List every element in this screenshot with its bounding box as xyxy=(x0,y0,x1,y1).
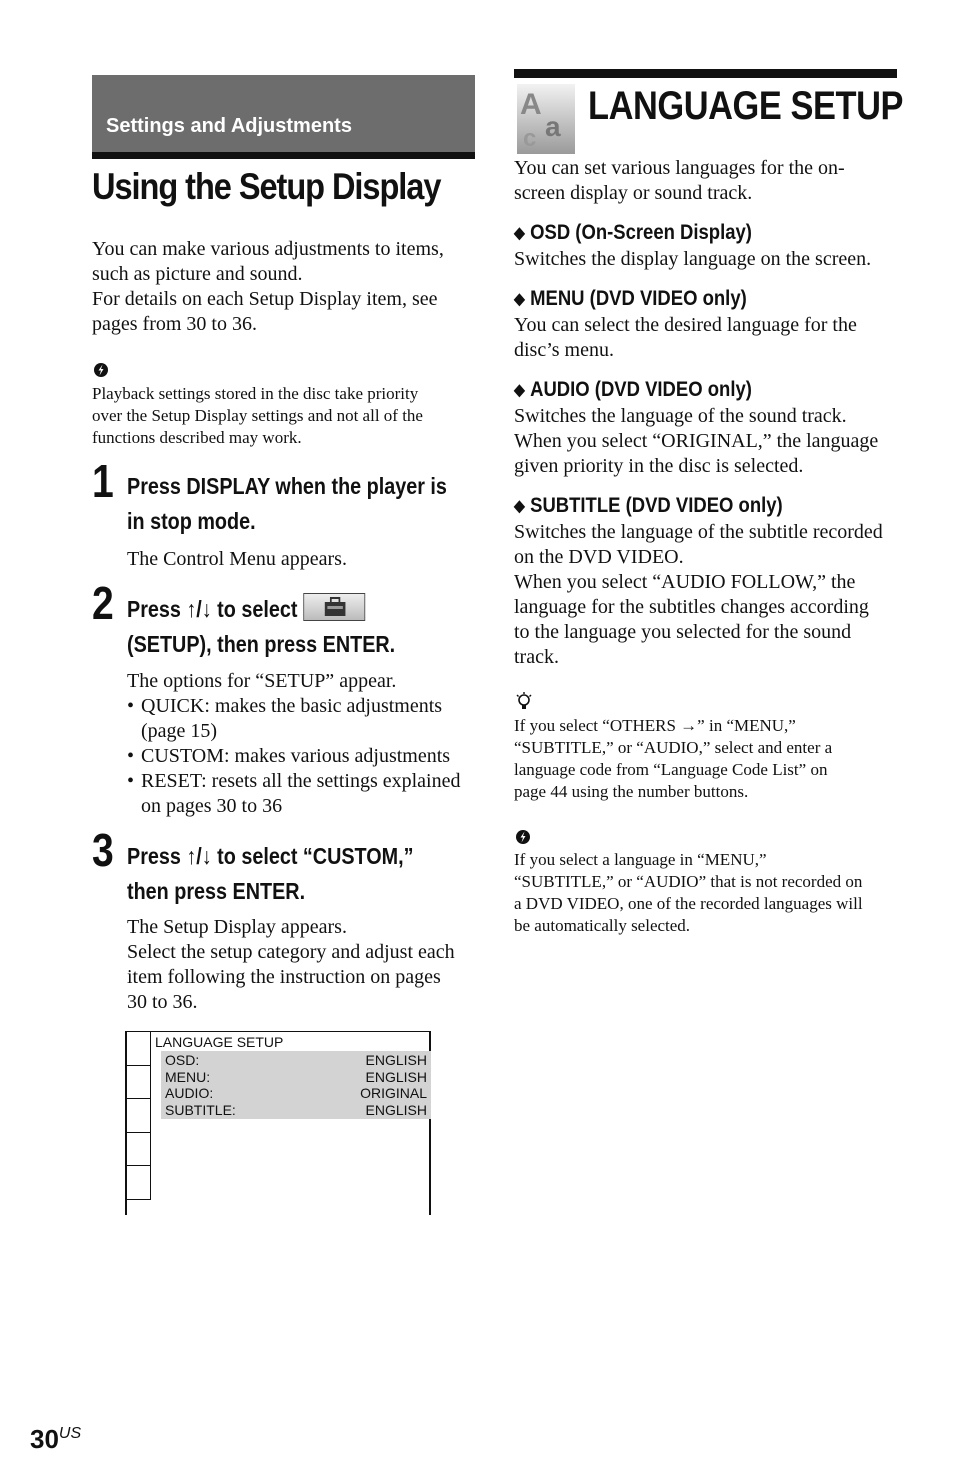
item-heading-menu: ◆ MENU (DVD VIDEO only) xyxy=(514,286,747,313)
section-label: Settings and Adjustments xyxy=(106,115,352,137)
step-3-heading: Press ↑/↓ to select “CUSTOM,” then press ENTER. xyxy=(127,843,414,904)
item-body-audio: Switches the language of the sound track. When you select “ORIGINAL,” the language given priority in the disc is selected. xyxy=(514,405,879,477)
tip-lightbulb-icon xyxy=(515,692,533,712)
language-setup-rule xyxy=(514,69,897,78)
note-icon xyxy=(515,829,531,845)
diamond-bullet-icon: ◆ xyxy=(514,225,525,242)
step-1-heading: Press DISPLAY when the player is in stop mode. xyxy=(127,473,447,534)
intro-paragraph: You can make various adjustments to items, such as picture and sound. For details on each Setup Display item, see pages from 30 to 36. xyxy=(92,238,444,335)
screen-tab xyxy=(127,1066,151,1100)
screen-title: LANGUAGE SETUP xyxy=(155,1034,284,1050)
bullet-custom: • CUSTOM: makes various adjustments xyxy=(127,744,477,769)
setup-screen-figure xyxy=(125,1031,431,1215)
item-body-osd: Switches the display language on the screen. xyxy=(514,248,872,270)
step-2-heading: Press ↑/↓ to select (SETUP), then press ENTER. xyxy=(127,592,395,662)
setup-toolbox-icon xyxy=(303,593,365,621)
step-3-number: 3 xyxy=(92,824,114,876)
page-number: $30^{US}$ xyxy=(30,1424,82,1454)
screen-category-tabs xyxy=(127,1032,151,1200)
diamond-bullet-icon: ◆ xyxy=(514,291,525,308)
screen-row: MENU: ENGLISH xyxy=(165,1068,427,1085)
right-note: If you select a language in “MENU,” “SUBTITLE,” or “AUDIO” that is not recorded on a DVD VIDEO, one of the recorded languages will be automatically selected. xyxy=(514,850,863,935)
step-1-body: The Control Menu appears. xyxy=(127,548,347,570)
language-setup-icon xyxy=(517,84,575,154)
tip-text: If you select “OTHERS →” in “MENU,” “SUBTITLE,” or “AUDIO,” select and enter a language code from “Language Code List” on page 44 using the number buttons. xyxy=(514,716,833,801)
step-3-body: The Setup Display appears. Select the setup category and adjust each item following the instruction on pages 30 to 36. xyxy=(127,916,455,1013)
language-setup-title: LANGUAGE SETUP xyxy=(588,84,904,128)
diamond-bullet-icon: ◆ xyxy=(514,498,525,515)
bullet-quick: • QUICK: makes the basic adjustments (page 15) xyxy=(127,694,477,744)
section-header xyxy=(92,75,475,159)
item-body-menu: You can select the desired language for the disc’s menu. xyxy=(514,314,857,361)
language-intro: You can set various languages for the on- screen display or sound track. xyxy=(514,157,845,204)
screen-row: AUDIO: ORIGINAL xyxy=(165,1085,427,1101)
step-2-number: 2 xyxy=(92,577,114,629)
step-1-number: 1 xyxy=(92,455,114,507)
step-2-body: The options for “SETUP” appear. • QUICK: makes the basic adjustments (page 15) • CUSTOM: makes various adjustments • RESET: resets all the settings explained on pages 30 to 36 xyxy=(127,669,477,819)
screen-tab xyxy=(127,1166,151,1200)
screen-row: SUBTITLE: ENGLISH xyxy=(165,1101,427,1118)
bullet-reset: • RESET: resets all the settings explained on pages 30 to 36 xyxy=(127,769,477,819)
item-body-subtitle: Switches the language of the subtitle recorded on the DVD VIDEO. When you select “AUDIO FOLLOW,” the language for the subtitles changes according to the language you selected for the sound track. xyxy=(514,521,883,668)
page-title: Using the Setup Display xyxy=(92,166,441,207)
item-heading-audio: ◆ AUDIO (DVD VIDEO only) xyxy=(514,377,752,404)
diamond-bullet-icon: ◆ xyxy=(514,382,525,399)
note-icon xyxy=(93,362,109,378)
screen-tab xyxy=(127,1099,151,1133)
screen-tab xyxy=(127,1133,151,1167)
item-heading-subtitle: ◆ SUBTITLE (DVD VIDEO only) xyxy=(514,493,783,520)
svg-text:A: A xyxy=(520,88,542,121)
svg-text:c: c xyxy=(523,125,537,152)
screen-tab xyxy=(127,1032,151,1066)
left-note: Playback settings stored in the disc take priority over the Setup Display settings and not all of the functions described may work. xyxy=(92,384,423,447)
item-heading-osd: ◆ OSD (On-Screen Display) xyxy=(514,220,752,247)
screen-settings-list xyxy=(161,1051,431,1119)
screen-row: OSD: ENGLISH xyxy=(165,1052,427,1068)
svg-text:a: a xyxy=(545,111,561,142)
